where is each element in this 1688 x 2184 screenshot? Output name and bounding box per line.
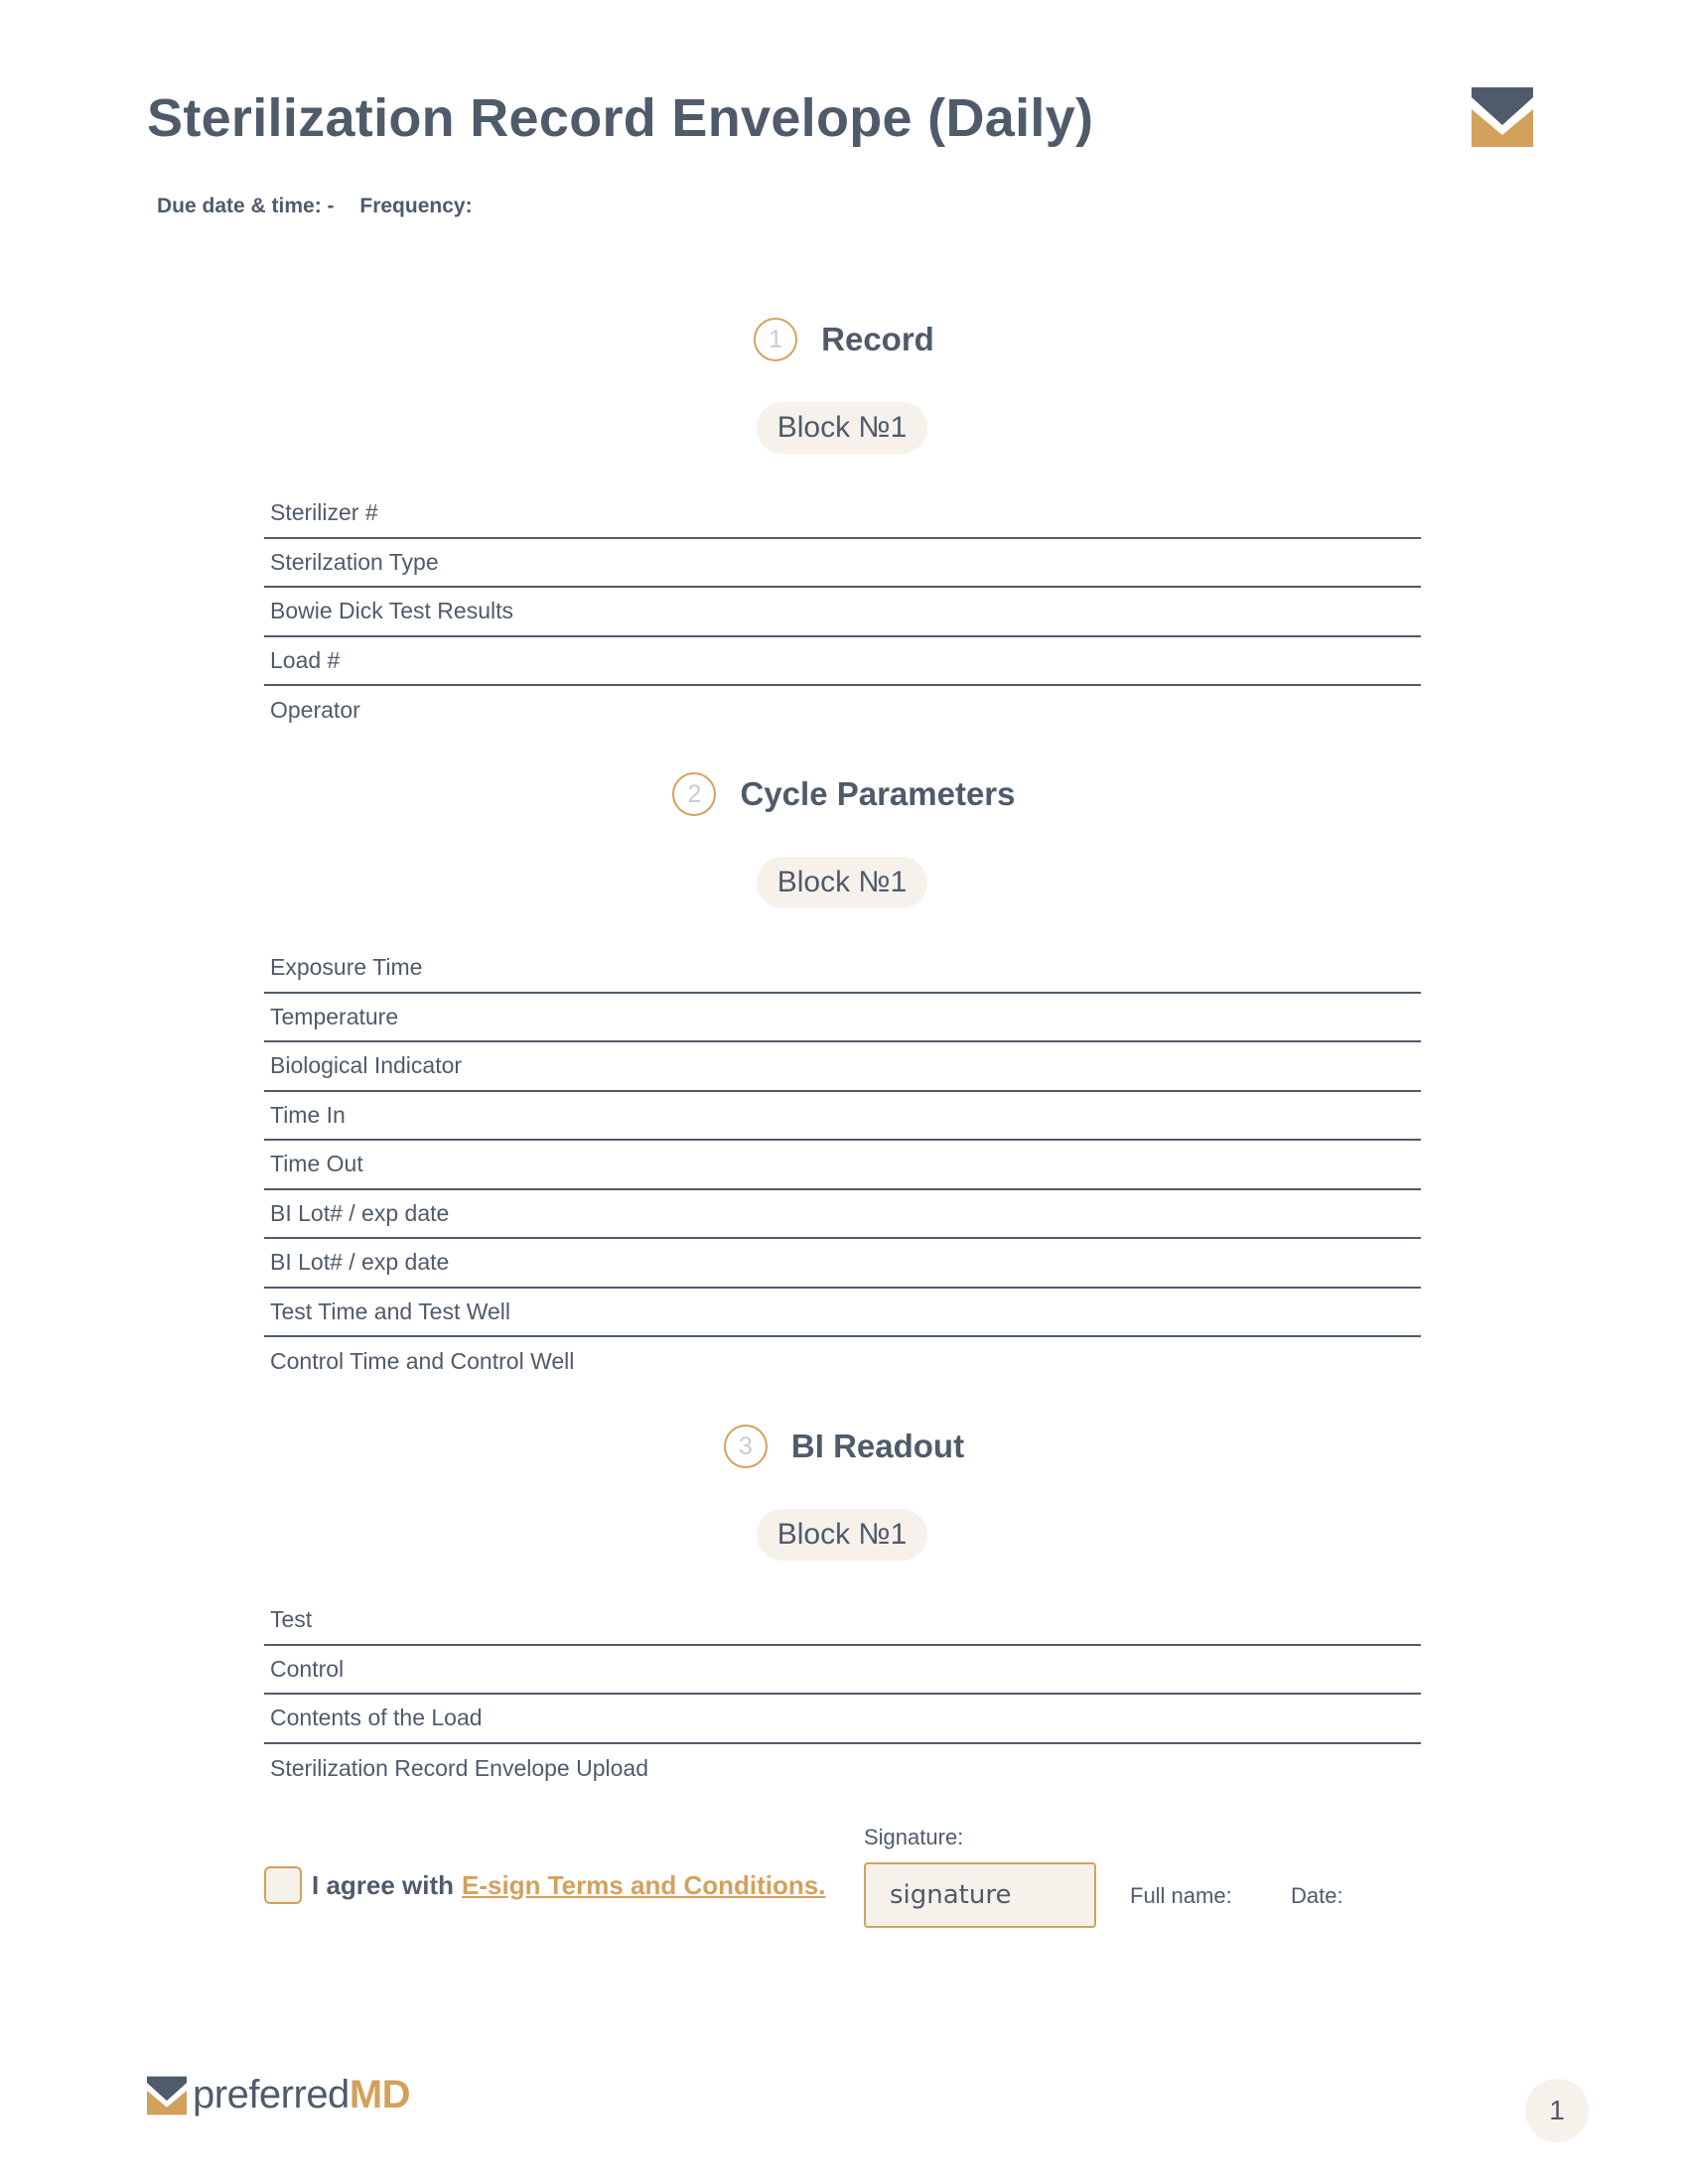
brand-name-bold: MD	[349, 2073, 411, 2116]
field-row-bi-lot-exp-date-2[interactable]: BI Lot# / exp date	[264, 1239, 1421, 1289]
field-row-sterilization-type[interactable]: Sterilzation Type	[264, 539, 1421, 589]
field-row-exposure-time[interactable]: Exposure Time	[264, 944, 1421, 994]
field-row-biological-indicator[interactable]: Biological Indicator	[264, 1042, 1421, 1092]
field-list-record	[264, 489, 1421, 736]
signature-field[interactable]: signature	[864, 1862, 1096, 1928]
agree-text: I agree with	[312, 1869, 455, 1900]
field-row-load-number[interactable]: Load #	[264, 637, 1421, 687]
agreement-row	[264, 1866, 825, 1904]
footer-logo	[147, 2073, 410, 2117]
field-list-bi-readout	[264, 1596, 1421, 1793]
section-heading-record	[0, 318, 1688, 361]
field-row-time-out[interactable]: Time Out	[264, 1141, 1421, 1190]
due-date-label: Due date & time: -	[157, 195, 335, 217]
frequency-label: Frequency:	[359, 195, 473, 217]
step-number-badge: 1	[754, 318, 797, 361]
section-heading-bi-readout	[0, 1425, 1688, 1468]
block-pill: Block №1	[757, 1509, 927, 1561]
field-row-control[interactable]: Control	[264, 1646, 1421, 1696]
step-number-badge: 2	[672, 772, 716, 816]
page-title: Sterilization Record Envelope (Daily)	[147, 88, 1094, 148]
section-title: Record	[821, 321, 934, 357]
field-row-bowie-dick-results[interactable]: Bowie Dick Test Results	[264, 588, 1421, 637]
field-row-bi-lot-exp-date[interactable]: BI Lot# / exp date	[264, 1190, 1421, 1240]
page-number: 1	[1525, 2079, 1589, 2142]
brand-name-light: preferred	[193, 2073, 350, 2116]
block-pill: Block №1	[757, 402, 927, 454]
field-row-envelope-upload[interactable]: Sterilization Record Envelope Upload	[270, 1754, 648, 1781]
field-row-control-time-well[interactable]: Control Time and Control Well	[270, 1348, 575, 1375]
signature-label: Signature:	[864, 1825, 964, 1849]
checkmark-logo-icon	[1472, 87, 1533, 147]
section-title: BI Readout	[790, 1428, 965, 1464]
block-pill: Block №1	[757, 857, 927, 908]
esign-terms-link[interactable]: E-sign Terms and Conditions.	[462, 1869, 826, 1900]
section-heading-cycle-parameters	[0, 772, 1688, 816]
full-name-label: Full name:	[1130, 1883, 1232, 1908]
field-row-sterilizer-number[interactable]: Sterilizer #	[264, 489, 1421, 539]
field-row-contents-of-load[interactable]: Contents of the Load	[264, 1695, 1421, 1744]
step-number-badge: 3	[724, 1425, 768, 1468]
field-row-temperature[interactable]: Temperature	[264, 994, 1421, 1043]
field-list-cycle-parameters	[264, 944, 1421, 1387]
field-row-operator[interactable]: Operator	[270, 697, 360, 724]
field-row-test[interactable]: Test	[264, 1596, 1421, 1646]
date-label: Date:	[1291, 1883, 1343, 1908]
field-row-test-time-well[interactable]: Test Time and Test Well	[264, 1289, 1421, 1338]
meta-row	[157, 195, 492, 218]
agree-checkbox[interactable]	[264, 1866, 302, 1904]
checkmark-logo-icon	[147, 2076, 187, 2116]
section-title: Cycle Parameters	[740, 775, 1016, 812]
field-row-time-in[interactable]: Time In	[264, 1092, 1421, 1142]
